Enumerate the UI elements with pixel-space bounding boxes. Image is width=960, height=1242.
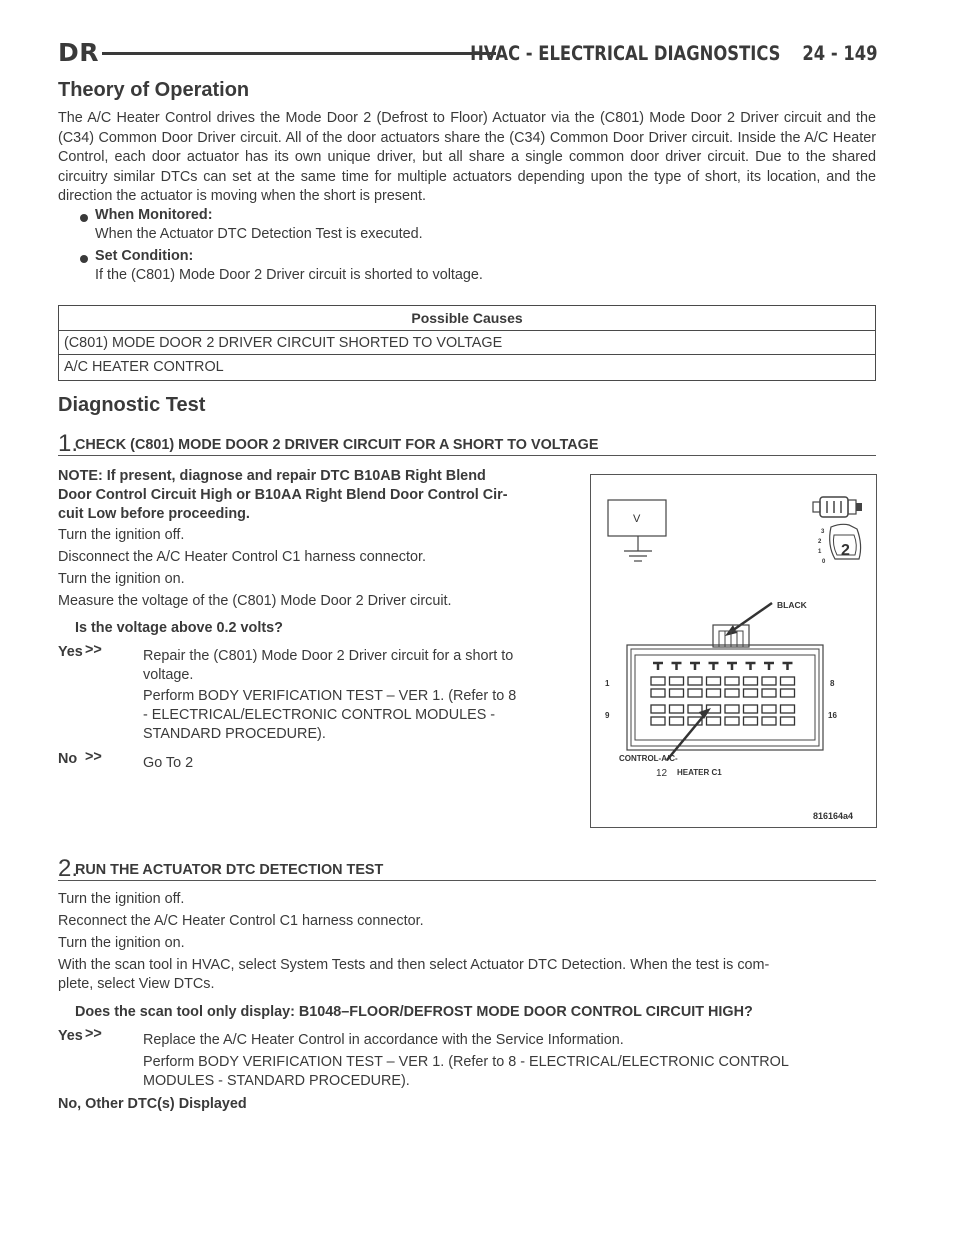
step-2-heading bbox=[58, 857, 876, 881]
table-row: A/C HEATER CONTROL bbox=[64, 359, 224, 375]
pin-cavity bbox=[762, 689, 776, 697]
pin-cavity bbox=[781, 677, 795, 685]
step-2-yes-label: Yes bbox=[58, 1028, 83, 1044]
step-2-no-label: No, Other DTC(s) Displayed bbox=[58, 1096, 247, 1112]
step-2-yes-arrow: >> bbox=[85, 1026, 102, 1042]
step-1-yes-arrow: >> bbox=[85, 642, 102, 658]
connector-figure bbox=[590, 474, 877, 828]
pin-cavity bbox=[651, 717, 665, 725]
header-rule bbox=[102, 52, 496, 55]
pin-label-1: 1 bbox=[605, 679, 610, 688]
step-2-title: RUN THE ACTUATOR DTC DETECTION TEST bbox=[75, 862, 384, 878]
terminal-mark bbox=[653, 663, 663, 670]
step-1-note-line: NOTE: If present, diagnose and repair DTC B10AB Right Blend bbox=[58, 468, 486, 484]
pin-cavity bbox=[781, 705, 795, 713]
bullet-text-monitored: When the Actuator DTC Detection Test is executed. bbox=[95, 226, 423, 242]
step-1-note-line: cuit Low before proceeding. bbox=[58, 506, 250, 522]
step-1-yes-text: Repair the (C801) Mode Door 2 Driver circuit for a short to bbox=[143, 648, 514, 664]
step-1-instruction: Disconnect the A/C Heater Control C1 harness connector. bbox=[58, 549, 426, 565]
pin-cavity bbox=[744, 705, 758, 713]
step-2-yes-text: Replace the A/C Heater Control in accordance with the Service Information. bbox=[143, 1032, 624, 1048]
step-1-instruction: Turn the ignition on. bbox=[58, 571, 185, 587]
bullet-dot bbox=[80, 255, 88, 263]
pin-cavity bbox=[688, 677, 702, 685]
terminal-mark bbox=[764, 663, 774, 670]
step-1-title: CHECK (C801) MODE DOOR 2 DRIVER CIRCUIT FOR A SHORT TO VOLTAGE bbox=[75, 437, 599, 453]
bullet-label-set-condition: Set Condition: bbox=[95, 248, 194, 264]
pin-cavity bbox=[725, 717, 739, 725]
terminal-mark bbox=[690, 663, 700, 670]
connector-plug-icon bbox=[813, 497, 862, 517]
pin-cavity bbox=[670, 717, 684, 725]
table-row: (C801) MODE DOOR 2 DRIVER CIRCUIT SHORTED TO VOLTAGE bbox=[59, 331, 875, 355]
step-1-yes-perform: STANDARD PROCEDURE). bbox=[143, 726, 326, 742]
step-1-instruction: Turn the ignition off. bbox=[58, 527, 185, 543]
svg-text:2: 2 bbox=[841, 542, 850, 559]
pin-cavity bbox=[725, 689, 739, 697]
step-1-yes-perform: Perform BODY VERIFICATION TEST – VER 1. (Refer to 8 bbox=[143, 688, 517, 704]
terminal-mark bbox=[783, 663, 793, 670]
connector-body bbox=[627, 625, 823, 750]
svg-text:3: 3 bbox=[821, 529, 825, 535]
pin-cavity bbox=[725, 677, 739, 685]
pin-cavity bbox=[670, 677, 684, 685]
bullet-dot bbox=[80, 214, 88, 222]
step-2-question: Does the scan tool only display: B1048–FLOOR/DEFROST MODE DOOR CONTROL CIRCUIT HIGH? bbox=[75, 1004, 753, 1020]
connector-pins bbox=[651, 663, 795, 725]
pin-cavity bbox=[744, 677, 758, 685]
terminal-view-icon bbox=[818, 524, 861, 565]
step-1-instruction: Measure the voltage of the (C801) Mode Door 2 Driver circuit. bbox=[58, 593, 452, 609]
page-header bbox=[58, 38, 878, 72]
step-1-yes-label: Yes bbox=[58, 644, 83, 660]
pin-label-8: 8 bbox=[830, 679, 835, 688]
step-2-yes-perform: Perform BODY VERIFICATION TEST – VER 1. (Refer to 8 - ELECTRICAL/ELECTRONIC CONTROL bbox=[143, 1054, 789, 1070]
theory-body: The A/C Heater Control drives the Mode Door 2 (Defrost to Floor) Actuator via the (C801) Mode Door 2 Driver circuit and the (C34) Common Door Driver circuit. All of the door actuators share the (C34) Common Door Driver circuit. Inside the A/C Heater Control, each door actuator has its own unique driver, but all share a single common door driver circuit. Due to the shared circuitry similar DTCs can set at the same time for multiple actuators depending upon the type of short, its location, and the direction the actuator is moving when the short is present. bbox=[58, 110, 876, 204]
pin-cavity bbox=[762, 705, 776, 713]
pin-cavity bbox=[781, 717, 795, 725]
step-1-no-text: Go To 2 bbox=[143, 755, 194, 771]
step-2-instruction: Turn the ignition off. bbox=[58, 891, 185, 907]
pin-cavity bbox=[762, 677, 776, 685]
pin-cavity bbox=[651, 705, 665, 713]
pin-cavity bbox=[688, 689, 702, 697]
step-2-scan-text: With the scan tool in HVAC, select System Tests and then select Actuator DTC Detection. When the test is com- bbox=[58, 957, 770, 973]
step-1-number: 1. bbox=[58, 430, 79, 457]
pin-cavity bbox=[707, 689, 721, 697]
possible-causes-table bbox=[58, 305, 876, 381]
header-page-number: 24 - 149 bbox=[802, 42, 878, 65]
pin-cavity bbox=[744, 717, 758, 725]
possible-causes-header: Possible Causes bbox=[59, 306, 875, 331]
pin-cavity bbox=[651, 689, 665, 697]
pin-cavity bbox=[651, 677, 665, 685]
meter-label: V bbox=[633, 513, 641, 525]
step-1-question: Is the voltage above 0.2 volts? bbox=[75, 620, 283, 636]
header-model: DR bbox=[58, 38, 100, 67]
pin-label-9: 9 bbox=[605, 711, 610, 720]
step-2-scan-text: plete, select View DTCs. bbox=[58, 976, 215, 992]
pin-cavity bbox=[707, 717, 721, 725]
pin-cavity bbox=[725, 705, 739, 713]
voltmeter-icon bbox=[608, 500, 666, 561]
pin-cavity bbox=[762, 717, 776, 725]
step-2-yes-perform: MODULES - STANDARD PROCEDURE). bbox=[143, 1073, 410, 1089]
color-label: BLACK bbox=[777, 600, 807, 610]
pin-cavity bbox=[707, 677, 721, 685]
svg-text:2: 2 bbox=[818, 539, 822, 545]
terminal-mark bbox=[709, 663, 719, 670]
pin-cavity bbox=[670, 689, 684, 697]
step-1-yes-text: voltage. bbox=[143, 667, 194, 683]
step-1-no-arrow: >> bbox=[85, 749, 102, 765]
bullet-text-set-condition: If the (C801) Mode Door 2 Driver circuit is shorted to voltage. bbox=[95, 267, 483, 283]
terminal-mark bbox=[727, 663, 737, 670]
figure-id: 816164a4 bbox=[813, 811, 854, 821]
svg-text:1: 1 bbox=[818, 549, 822, 555]
step-2-instruction: Reconnect the A/C Heater Control C1 harness connector. bbox=[58, 913, 424, 929]
pin-label-12: 12 bbox=[656, 768, 668, 779]
svg-text:0: 0 bbox=[822, 559, 826, 565]
bullet-label-monitored: When Monitored: bbox=[95, 207, 213, 223]
pin-cavity bbox=[781, 689, 795, 697]
step-2-number: 2. bbox=[58, 855, 79, 882]
theory-heading: Theory of Operation bbox=[58, 79, 250, 101]
connector-name-line2: HEATER C1 bbox=[677, 768, 722, 777]
connector-name-line1: CONTROL-A/C- bbox=[619, 754, 678, 763]
step-1-note-line: Door Control Circuit High or B10AA Right Blend Door Control Cir- bbox=[58, 487, 508, 503]
terminal-mark bbox=[746, 663, 756, 670]
pin-label-16: 16 bbox=[828, 711, 837, 720]
header-section-title: HVAC - ELECTRICAL DIAGNOSTICS bbox=[469, 42, 780, 65]
terminal-mark bbox=[672, 663, 682, 670]
pin-cavity bbox=[744, 689, 758, 697]
pin-cavity bbox=[670, 705, 684, 713]
step-1-heading bbox=[58, 432, 876, 456]
step-1-no-label: No bbox=[58, 751, 78, 767]
step-1-yes-perform: - ELECTRICAL/ELECTRONIC CONTROL MODULES - bbox=[143, 707, 496, 723]
step-2-instruction: Turn the ignition on. bbox=[58, 935, 185, 951]
diagnostic-heading: Diagnostic Test bbox=[58, 394, 206, 416]
